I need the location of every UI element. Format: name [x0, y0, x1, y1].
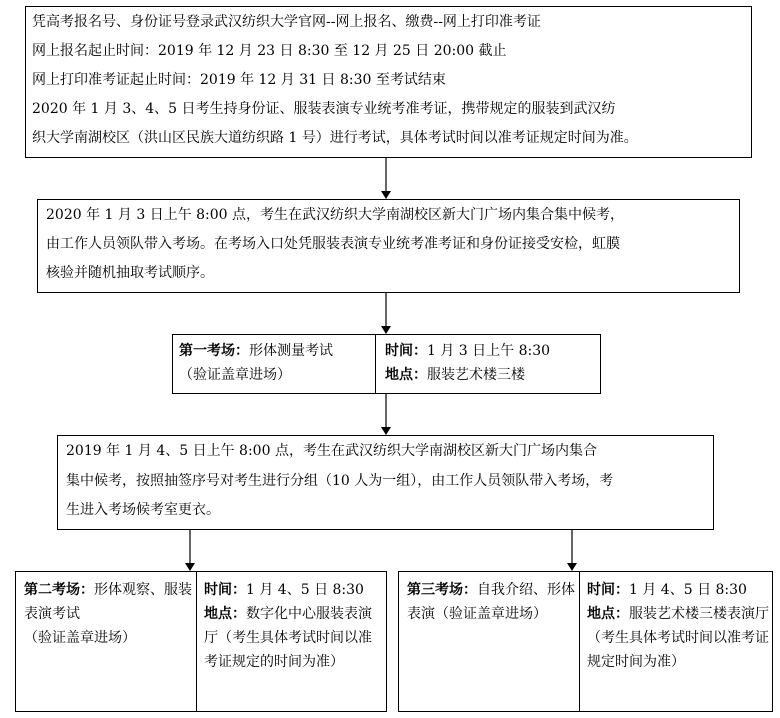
- room2-time-label: 时间：: [204, 582, 246, 598]
- room1-place-label: 地点：: [385, 367, 427, 383]
- info-line: 核验并随机抽取考试顺序。: [46, 265, 214, 281]
- info-line: 网上报名起止时间：2019 年 12 月 23 日 8:30 至 12 月 25 日 20:00 截止: [32, 43, 507, 59]
- info-line: 集中候考，按照抽签序号对考生进行分组（10 人为一组），由工作人员领队带入考场，考: [66, 473, 614, 489]
- room1-name-label: 第一考场：: [179, 343, 249, 359]
- room2-name-cell: [24, 578, 192, 650]
- room3-detail-cell: [587, 578, 769, 674]
- cell-divider: [579, 572, 580, 711]
- info-line: 网上打印准考证起止时间：2019 年 12 月 31 日 8:30 至考试结束: [32, 72, 446, 88]
- room1-name-text: 形体测量考试: [249, 343, 333, 359]
- info-line: 由工作人员领队带入考场。在考场入口处凭服装表演专业统考准考证和身份证接受安检，虹膜: [46, 236, 620, 252]
- day2-gathering-box: [57, 435, 714, 530]
- day1-gathering-box: [37, 199, 740, 293]
- room1-detail-cell: [385, 339, 595, 387]
- room1-time-value: 1 月 3 日上午 8:30: [427, 343, 551, 359]
- room1-name-cell: [179, 339, 371, 387]
- room1-note: （验证盖章进场）: [179, 367, 291, 383]
- room1-place-value: 服装艺术楼三楼: [427, 367, 525, 383]
- room2-place-label: 地点：: [204, 606, 246, 622]
- info-line: 生进入考场候考室更衣。: [66, 502, 220, 518]
- registration-info-box: [25, 6, 752, 158]
- cell-divider: [375, 335, 376, 393]
- exam-room-1-box: [172, 334, 601, 394]
- room1-time-label: 时间：: [385, 343, 427, 359]
- exam-room-2-box: [15, 571, 387, 712]
- room2-name-label: 第二考场：: [24, 582, 94, 598]
- room2-detail-cell: [204, 578, 382, 674]
- room2-time-value: 1 月 4、5 日 8:30: [246, 582, 364, 598]
- room3-name-cell: [407, 578, 575, 626]
- exam-room-3-box: [398, 571, 773, 712]
- room3-place-value: 服装艺术楼三楼表演厅（考生具体考试时间以准考证规定时间为准）: [587, 606, 769, 670]
- room3-time-label: 时间：: [587, 582, 629, 598]
- info-line: 织大学南湖校区（洪山区民族大道纺织路 1 号）进行考试，具体考试时间以准考证规定时间为准。: [32, 130, 638, 146]
- info-line: 凭高考报名号、身份证号登录武汉纺织大学官网--网上报名、缴费--网上打印准考证: [32, 14, 541, 30]
- room2-name-text: 形体观察、服装表演考试: [24, 582, 192, 622]
- room3-name-label: 第三考场：: [407, 582, 477, 598]
- info-line: 2020 年 1 月 3 日上午 8:00 点，考生在武汉纺织大学南湖校区新大门广场内集合集中候考，: [46, 207, 625, 223]
- room2-place-value: 数字化中心服装表演厅（考生具体考试时间以准考证规定的时间为准）: [204, 606, 372, 670]
- room3-place-label: 地点：: [587, 606, 629, 622]
- cell-divider: [196, 572, 197, 711]
- room3-name-text: 自我介绍、形体表演（验证盖章进场）: [407, 582, 575, 622]
- info-line: 2020 年 1 月 3、4、5 日考生持身份证、服装表演专业统考准考证，携带规定的服装到武汉纺: [32, 101, 616, 117]
- info-line: 2019 年 1 月 4、5 日上午 8:00 点，考生在武汉纺织大学南湖校区新大门广场内集合: [66, 443, 597, 459]
- room2-note: （验证盖章进场）: [24, 630, 136, 646]
- room3-time-value: 1 月 4、5 日 8:30: [629, 582, 747, 598]
